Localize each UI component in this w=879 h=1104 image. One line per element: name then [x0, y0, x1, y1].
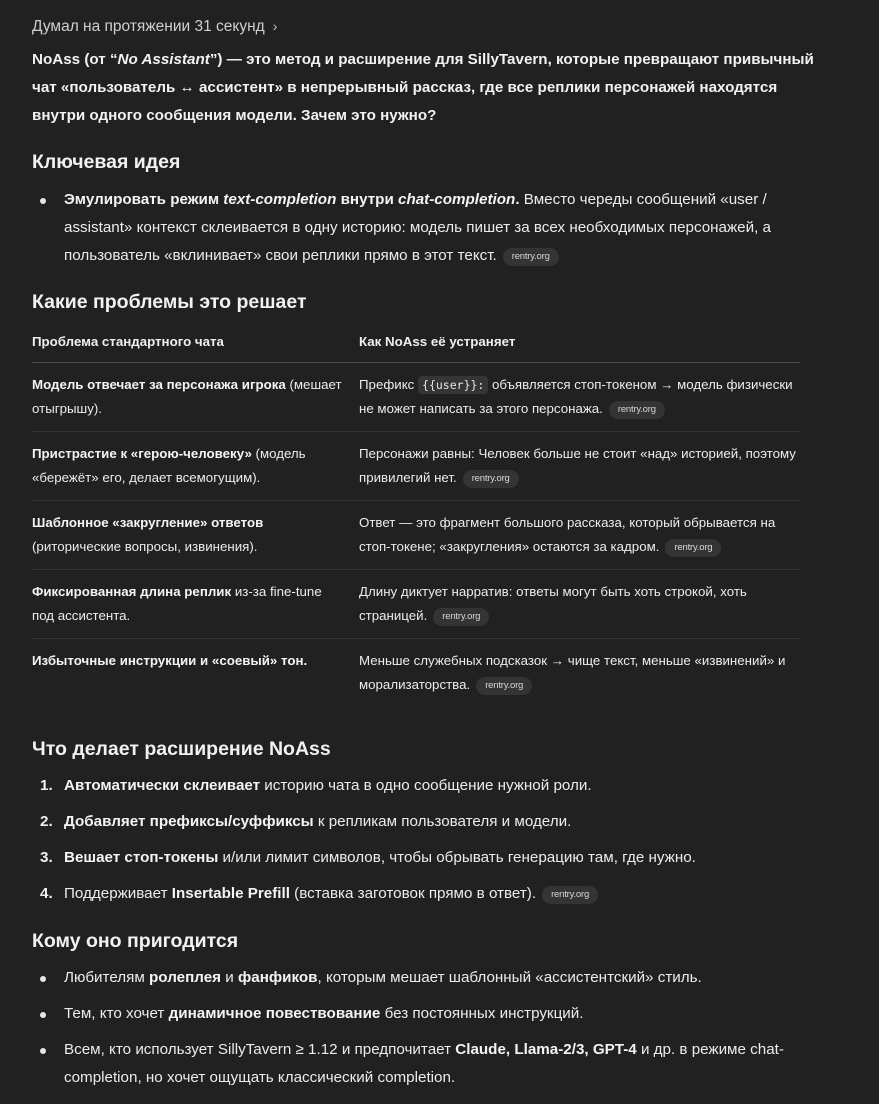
inline-code: {{user}}: [418, 376, 488, 394]
text: Модель отвечает за персонажа игрока [32, 377, 286, 392]
text: Поддерживает [64, 885, 172, 902]
intro-text-2: ”) — это метод и расширение для SillyTavern, которые превращают привычный чат «пользователь ↔ ассистент» в непрерывный рассказ, где все реплики персонажей находятся внутри одного сообщения модели. Зачем это нужно? [32, 51, 814, 124]
text: к репликам пользователя и модели. [313, 813, 572, 830]
text: Добавляет префиксы/суффиксы [64, 813, 314, 830]
intro-text: NoAss (от “ [32, 51, 118, 68]
solution-cell [359, 639, 800, 708]
text: Префикс [359, 377, 419, 392]
text: Вешает стоп-токены [64, 849, 219, 866]
problems-table [32, 326, 800, 707]
text: Ответ — это фрагмент большого рассказа, который обрывается на стоп-токене; «закругления» остаются за кадром. [359, 515, 776, 554]
list-number: 2. [40, 813, 53, 830]
text: Вместо череды сообщений «user / assistant» контекст склеивается в одну историю: модель пишет за всех необходимых персонажей, а пользователь «вклинивает» свои реплики прямо в этот текст. [64, 191, 771, 264]
list-item [32, 772, 812, 800]
text: (мешает отыгрышу). [32, 377, 342, 416]
text: Шаблонное «закругление» ответов [32, 515, 264, 530]
list-number: 1. [40, 777, 53, 794]
text: Длину диктует нарратив: ответы могут быть хоть строкой, хоть страницей. [359, 584, 747, 623]
list-item [32, 186, 812, 270]
source-link[interactable]: rentry.org [503, 248, 559, 266]
text: chat-completion [398, 191, 516, 208]
problem-cell [32, 639, 359, 708]
text: Claude, Llama-2/3, GPT-4 [455, 1041, 637, 1058]
solution-cell [359, 570, 800, 639]
text: и/или лимит символов, чтобы обрывать генерацию там, где нужно. [218, 849, 696, 866]
thinking-toggle[interactable] [32, 12, 277, 41]
source-link[interactable]: rentry.org [463, 470, 519, 488]
table-row [32, 501, 800, 570]
text: фанфиков [237, 969, 318, 986]
text: Тем, кто хочет [64, 1005, 169, 1022]
key-idea-list [32, 186, 812, 270]
text: Пристрастие к «герою-человеку» [32, 446, 252, 461]
solution-cell [359, 432, 800, 501]
text: Всем, кто использует SillyTavern ≥ 1.12 и предпочитает [64, 1041, 456, 1058]
solution-cell [359, 363, 800, 432]
text: Любителям [64, 969, 150, 986]
table-header-row [32, 326, 800, 363]
text: историю чата в одно сообщение нужной роли. [260, 777, 592, 794]
text: Фиксированная длина реплик [32, 584, 232, 599]
features-list [32, 772, 812, 916]
column-header: Проблема стандартного чата [32, 326, 359, 363]
intro-paragraph [32, 46, 822, 130]
bullet-icon [40, 1048, 46, 1054]
heading-key-idea: Ключевая идея [32, 151, 181, 173]
problem-cell [32, 501, 359, 570]
source-link[interactable]: rentry.org [609, 401, 665, 419]
column-header: Как NoAss её устраняет [359, 326, 800, 363]
text: и [221, 969, 238, 986]
heading-features: Что делает расширение NoAss [32, 738, 331, 760]
text: (риторические вопросы, извинения). [32, 539, 258, 554]
solution-cell [359, 501, 800, 570]
heading-problems: Какие проблемы это решает [32, 291, 307, 313]
text: text-completion [223, 191, 337, 208]
chevron-right-icon: › [272, 18, 278, 34]
problem-cell [32, 432, 359, 501]
source-link[interactable]: rentry.org [433, 608, 489, 626]
text: Автоматически склеивает [64, 777, 261, 794]
table-row [32, 639, 800, 708]
text: внутри [336, 191, 399, 208]
problem-cell [32, 570, 359, 639]
table-row [32, 570, 800, 639]
list-item [32, 880, 812, 908]
text: Меньше служебных подсказок → чище текст, меньше «извинений» и морализаторства. [359, 653, 786, 692]
text: Персонажи равны: Человек больше не стоит «над» историей, поэтому привилегий нет. [359, 446, 796, 485]
bullet-icon [40, 198, 46, 204]
text: , которым мешает шаблонный «ассистентский» стиль. [317, 969, 702, 986]
text: и др. в режиме chat-completion, но хочет ощущать классический completion. [64, 1041, 784, 1086]
list-item [32, 1000, 812, 1028]
bullet-icon [40, 976, 46, 982]
text: (вставка заготовок прямо в ответ). [289, 885, 537, 902]
source-link[interactable]: rentry.org [542, 886, 598, 904]
list-number: 4. [40, 885, 53, 902]
list-item [32, 808, 812, 836]
text: Insertable Prefill [171, 885, 290, 902]
table-row [32, 363, 800, 432]
text: из-за fine-tune под ассистента. [32, 584, 322, 623]
list-item [32, 1036, 812, 1092]
list-number: 3. [40, 849, 53, 866]
text: ролеплея [149, 969, 222, 986]
intro-italic: No Assistant [117, 51, 210, 68]
table-row [32, 432, 800, 501]
thinking-label: Думал на протяжении 31 секунд [32, 18, 265, 35]
text: (модель «бережёт» его, делает всемогущим). [32, 446, 306, 485]
list-item [32, 844, 812, 872]
bullet-icon [40, 1012, 46, 1018]
text: динамичное повествование [168, 1005, 381, 1022]
text: без постоянных инструкций. [380, 1005, 584, 1022]
text: Эмулировать режим [64, 191, 224, 208]
audience-list [32, 964, 812, 1100]
text: Избыточные инструкции и «соевый» тон. [32, 653, 308, 668]
heading-audience: Кому оно пригодится [32, 930, 239, 952]
list-item [32, 964, 812, 992]
problem-cell [32, 363, 359, 432]
text: . [515, 191, 520, 208]
source-link[interactable]: rentry.org [665, 539, 721, 557]
source-link[interactable]: rentry.org [476, 677, 532, 695]
text: объявляется стоп-токеном → модель физически не может написать за этого персонажа. [359, 377, 793, 416]
